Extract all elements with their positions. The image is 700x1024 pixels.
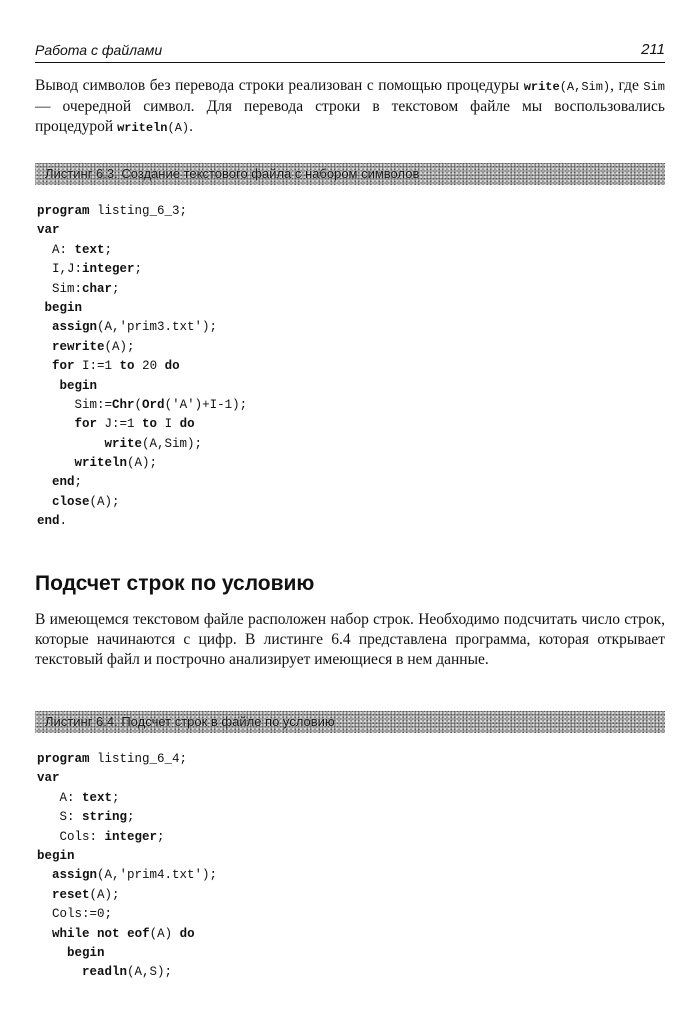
code-text: ;: [134, 262, 143, 277]
code-text: Cols:=0;: [37, 907, 113, 922]
code-keyword: begin: [37, 848, 75, 863]
code-text: (A): [149, 926, 180, 941]
code-line: [37, 905, 217, 924]
code-line: [37, 299, 247, 318]
code-text: [37, 359, 52, 373]
code-writeln: [117, 121, 189, 135]
code-keyword: program: [37, 752, 90, 766]
code-text: [37, 868, 52, 882]
code-keyword: readln: [82, 965, 128, 980]
code-text: [37, 888, 52, 902]
code-keyword: close: [52, 494, 90, 509]
intro-text-2: , где: [610, 77, 644, 94]
code-write-args: (A,Sim): [559, 80, 611, 94]
listing-6-4-code: [37, 750, 217, 983]
code-text: [37, 456, 75, 470]
code-text: I: [157, 417, 180, 432]
code-text: listing_6_4;: [89, 752, 188, 766]
code-text: [37, 495, 52, 509]
code-line: [37, 828, 217, 847]
code-text: (A);: [89, 494, 120, 509]
listing-6-3-caption-bar: [35, 163, 665, 185]
code-text: (A,S);: [127, 965, 173, 980]
code-text: [37, 301, 45, 315]
code-keyword: assign: [52, 320, 98, 335]
code-keyword: end: [37, 514, 60, 529]
code-line: [37, 512, 247, 531]
code-keyword: text: [82, 790, 113, 805]
code-line: [37, 925, 217, 944]
listing-6-3-code: [37, 202, 247, 532]
code-line: [37, 866, 217, 885]
code-text: [120, 927, 128, 941]
code-text: .: [59, 514, 68, 529]
code-writeln-args: (A): [167, 121, 190, 135]
code-text: (A,'prim3.txt');: [97, 320, 218, 335]
code-text: [37, 437, 105, 451]
code-keyword: text: [74, 242, 105, 257]
code-text: A:: [37, 790, 83, 805]
code-line: [37, 435, 247, 454]
code-line: [37, 473, 247, 492]
listing-6-3-caption: Листинг 6.3. Создание текстового файла с набором символов: [45, 166, 420, 181]
code-text: J:=1: [97, 417, 143, 432]
code-text: A:: [37, 242, 75, 257]
code-keyword: not: [97, 926, 120, 941]
code-text: I:=1: [74, 359, 120, 374]
code-text: [37, 320, 52, 334]
code-text: (A);: [104, 339, 135, 354]
code-line: [37, 769, 217, 788]
code-line: [37, 789, 217, 808]
code-keyword: var: [37, 223, 60, 238]
code-text: listing_6_3;: [89, 204, 188, 218]
code-keyword: do: [179, 926, 195, 941]
code-line: [37, 847, 217, 866]
code-keyword: var: [37, 771, 60, 786]
code-text: I,J:: [37, 262, 83, 277]
code-keyword: for: [52, 359, 75, 374]
code-write-keyword: write: [523, 80, 560, 94]
code-line: [37, 808, 217, 827]
code-line: [37, 396, 247, 415]
code-keyword: to: [142, 417, 158, 432]
code-keyword: reset: [52, 887, 90, 902]
code-keyword: Chr: [112, 397, 135, 412]
code-line: [37, 886, 217, 905]
code-keyword: writeln: [74, 456, 128, 471]
code-keyword: integer: [104, 829, 158, 844]
code-keyword: begin: [59, 378, 98, 393]
code-text: [37, 417, 75, 431]
code-text: ;: [112, 281, 120, 296]
chapter-title: Работа с файлами: [35, 42, 163, 58]
code-text: (A,'prim4.txt');: [97, 868, 218, 883]
intro-text-1: Вывод символов без перевода строки реализован с помощью процедуры: [35, 77, 524, 94]
code-line: [37, 493, 247, 512]
code-text: [37, 340, 52, 354]
code-line: [37, 454, 247, 473]
code-keyword: program: [37, 204, 90, 218]
code-text: (A);: [89, 887, 120, 902]
code-text: S:: [37, 810, 83, 825]
code-text: ;: [74, 475, 83, 490]
code-line: [37, 241, 247, 260]
code-line: [37, 944, 217, 963]
code-text: [37, 946, 67, 960]
code-keyword: do: [179, 417, 195, 432]
code-sim: Sim: [643, 80, 665, 94]
code-keyword: to: [119, 359, 135, 374]
code-text: ;: [104, 242, 113, 257]
code-text: (: [134, 397, 143, 412]
code-keyword: while: [52, 926, 90, 941]
code-line: [37, 357, 247, 376]
intro-text-4: .: [189, 118, 193, 135]
code-text: (A);: [127, 456, 158, 471]
code-text: Sim:=: [37, 397, 113, 412]
section-heading: Подсчет строк по условию: [35, 572, 315, 595]
code-text: ;: [157, 829, 165, 844]
code-text: Sim:: [37, 281, 83, 296]
section-paragraph: В имеющемся текстовом файле расположен набор строк. Необходимо подсчитать число строк, которые начинаются с цифр. В листинге 6.4 представлена программа, которая открывает текстовый файл и построчно анализирует имеющиеся в нем данные.: [35, 611, 665, 668]
code-line: [37, 377, 247, 396]
code-keyword: integer: [82, 262, 135, 277]
code-text: ;: [112, 790, 120, 805]
code-text: [37, 965, 82, 979]
code-text: [90, 927, 98, 941]
code-keyword: assign: [52, 868, 98, 883]
intro-paragraph: [35, 76, 665, 138]
code-keyword: Ord: [142, 397, 165, 412]
code-keyword: begin: [44, 300, 83, 315]
code-text: ('A')+I-1);: [164, 397, 248, 412]
code-keyword: begin: [67, 945, 105, 960]
intro-text-3: — очередной символ. Для перевода строки в текстовом файле мы воспользовались процедурой: [35, 98, 665, 135]
code-keyword: char: [82, 281, 113, 296]
code-line: [37, 963, 217, 982]
code-text: [37, 475, 52, 489]
code-keyword: write: [104, 436, 143, 451]
code-line: [37, 221, 247, 240]
code-line: [37, 415, 247, 434]
listing-6-4-caption: Листинг 6.4. Подсчет строк в файле по условию: [45, 714, 335, 729]
listing-6-4-caption-bar: [35, 711, 665, 733]
code-text: Cols:: [37, 829, 105, 844]
code-text: [37, 379, 60, 393]
code-keyword: eof: [127, 926, 150, 941]
code-text: 20: [134, 359, 165, 374]
page-number: 211: [641, 41, 665, 58]
code-keyword: do: [164, 359, 180, 374]
code-writeln-keyword: writeln: [117, 121, 168, 135]
code-line: [37, 280, 247, 299]
code-line: [37, 318, 247, 337]
running-header: [35, 40, 665, 63]
code-line: [37, 338, 247, 357]
code-line: [37, 202, 247, 221]
code-keyword: string: [82, 810, 128, 825]
code-line: [37, 260, 247, 279]
code-text: [37, 927, 52, 941]
code-text: ;: [127, 810, 135, 825]
code-keyword: end: [52, 475, 75, 490]
code-line: [37, 750, 217, 769]
code-keyword: for: [74, 417, 98, 432]
code-keyword: rewrite: [52, 339, 105, 354]
code-text: (A,Sim);: [142, 436, 203, 451]
code-write: [524, 80, 610, 94]
